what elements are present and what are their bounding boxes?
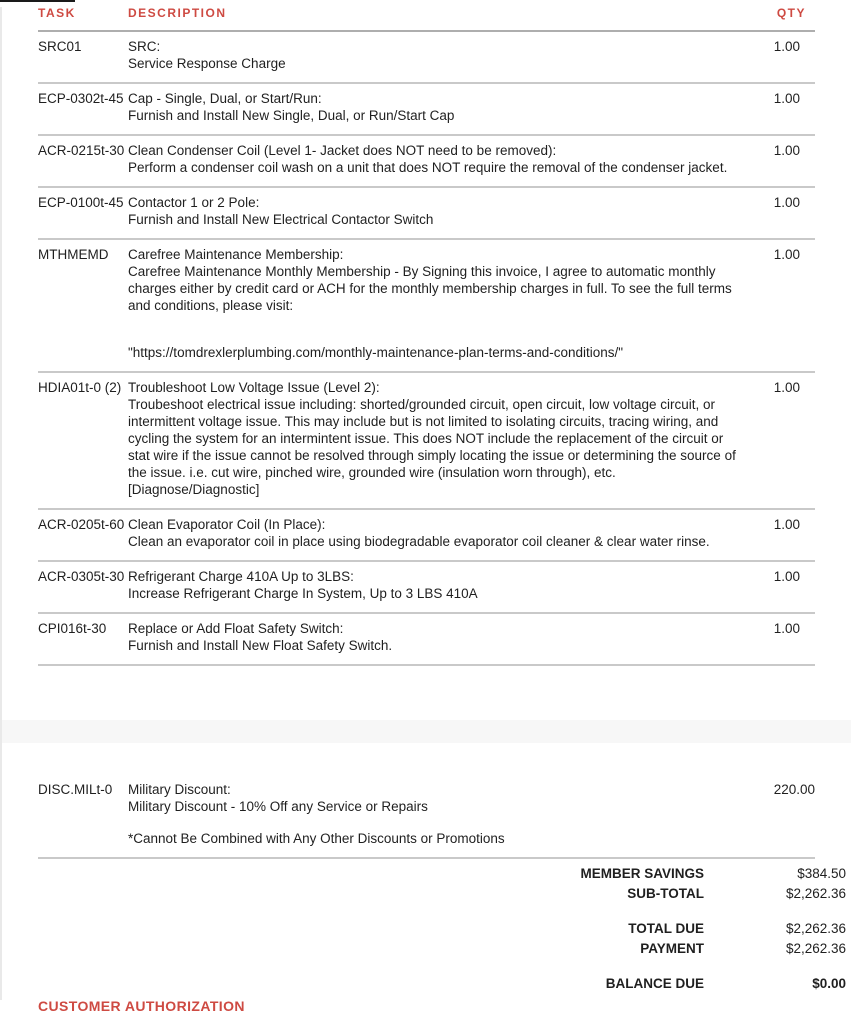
task-code: ECP-0100t-45 — [38, 195, 124, 210]
total-label: MEMBER SAVINGS — [580, 866, 704, 881]
column-header-description: DESCRIPTION — [128, 6, 227, 20]
item-description-line — [128, 815, 740, 830]
item-description — [128, 568, 750, 602]
table-row — [38, 510, 815, 562]
item-title: Cap - Single, Dual, or Start/Run: — [128, 91, 322, 106]
item-description — [128, 379, 750, 498]
total-value: $2,262.36 — [785, 921, 846, 936]
item-qty: 1.00 — [773, 517, 800, 532]
discount-table — [38, 781, 815, 859]
item-title: Refrigerant Charge 410A Up to 3LBS: — [128, 569, 354, 584]
total-label: PAYMENT — [640, 941, 704, 956]
total-value: $0.00 — [812, 976, 846, 991]
invoice-content — [38, 0, 815, 666]
total-label: BALANCE DUE — [605, 976, 704, 991]
task-code: CPI016t-30 — [38, 621, 107, 636]
item-qty: 1.00 — [773, 91, 800, 106]
item-description — [128, 90, 750, 124]
item-qty: 1.00 — [773, 621, 800, 636]
item-description-line: Troubeshoot electrical issue including: shorted/grounded circuit, open circuit, low voltage circuit, or intermittent voltage issue. This may include but is not limited to isolating circuits, tracing wiring, and cycling the system for an intermintent issue. This does NOT include the replacement of the circuit or stat wire if the issue cannot be resolved through simply locating the issue or determining the source of the issue. i.e. cut wire, pinched wire, grounded wire (insulation worn through), etc. [Diagnose/Diagnostic] — [128, 397, 736, 497]
item-description-line: Military Discount - 10% Off any Service or Repairs — [128, 799, 428, 814]
item-qty: 1.00 — [773, 143, 800, 158]
item-title: Replace or Add Float Safety Switch: — [128, 621, 344, 636]
table-row — [38, 373, 815, 510]
item-title: Carefree Maintenance Membership: — [128, 247, 344, 262]
task-code: ACR-0305t-30 — [38, 569, 125, 584]
section-divider-band — [0, 720, 851, 743]
item-description — [128, 620, 750, 654]
item-description-line: Perform a condenser coil wash on a unit that does NOT require the removal of the condenser jacket. — [128, 160, 728, 175]
total-row — [38, 939, 846, 959]
total-value: $384.50 — [797, 866, 846, 881]
page-left-edge-line — [0, 7, 2, 1000]
table-row — [38, 781, 815, 859]
total-value: $2,262.36 — [785, 886, 846, 901]
item-title: Clean Evaporator Coil (In Place): — [128, 517, 326, 532]
page-top-tick — [0, 0, 75, 2]
item-title: Contactor 1 or 2 Pole: — [128, 195, 260, 210]
table-row — [38, 84, 815, 136]
item-description-line: Increase Refrigerant Charge In System, Up to 3 LBS 410A — [128, 586, 478, 601]
total-label: SUB-TOTAL — [627, 886, 704, 901]
item-description — [128, 781, 750, 847]
item-description-line: Clean an evaporator coil in place using biodegradable evaporator coil cleaner & clear water rinse. — [128, 534, 710, 549]
item-qty: 1.00 — [773, 39, 800, 54]
total-row — [38, 864, 846, 884]
total-label: TOTAL DUE — [628, 921, 704, 936]
table-row — [38, 136, 815, 188]
item-description — [128, 38, 750, 72]
totals-section — [38, 864, 846, 994]
table-row — [38, 32, 815, 84]
item-description — [128, 516, 750, 550]
item-description-line: Furnish and Install New Electrical Contactor Switch — [128, 212, 434, 227]
table-row — [38, 240, 815, 373]
item-title: SRC: — [128, 39, 161, 54]
total-row — [38, 884, 846, 904]
item-title: Clean Condenser Coil (Level 1- Jacket does NOT need to be removed): — [128, 143, 557, 158]
item-qty: 1.00 — [773, 380, 800, 395]
item-description-line: Furnish and Install New Float Safety Switch. — [128, 638, 393, 653]
item-qty: 220.00 — [773, 782, 815, 797]
item-qty: 1.00 — [773, 195, 800, 210]
task-code: HDIA01t-0 (2) — [38, 380, 122, 395]
item-description — [128, 142, 750, 176]
discount-section — [38, 781, 815, 859]
item-description-line: *Cannot Be Combined with Any Other Discounts or Promotions — [128, 831, 505, 846]
item-title: Military Discount: — [128, 782, 231, 797]
item-qty: 1.00 — [773, 247, 800, 262]
item-qty: 1.00 — [773, 569, 800, 584]
task-code: SRC01 — [38, 39, 82, 54]
task-code: ACR-0205t-60 — [38, 517, 125, 532]
total-row — [38, 919, 846, 939]
item-description-line — [128, 314, 740, 329]
column-header-task: TASK — [38, 6, 76, 20]
task-code: DISC.MILt-0 — [38, 782, 113, 797]
item-description-line: "https://tomdrexlerplumbing.com/monthly-maintenance-plan-terms-and-conditions/" — [128, 345, 624, 360]
item-description-line — [128, 329, 740, 344]
item-description-line: Furnish and Install New Single, Dual, or Run/Start Cap — [128, 108, 455, 123]
task-code: ACR-0215t-30 — [38, 143, 125, 158]
line-items-table — [38, 32, 815, 666]
table-row — [38, 188, 815, 240]
total-row — [38, 974, 846, 994]
task-code: MTHMEMD — [38, 247, 109, 262]
item-description-line: Service Response Charge — [128, 56, 286, 71]
total-value: $2,262.36 — [785, 941, 846, 956]
item-title: Troubleshoot Low Voltage Issue (Level 2): — [128, 380, 380, 395]
item-description — [128, 246, 750, 361]
item-description-line: Carefree Maintenance Monthly Membership - By Signing this invoice, I agree to automatic monthly charges either by credit card or ACH for the monthly membership charges in full. To see the full terms and conditions, please visit: — [128, 264, 732, 313]
task-code: ECP-0302t-45 — [38, 91, 124, 106]
column-header-qty: QTY — [776, 6, 806, 20]
customer-authorization-heading: CUSTOMER AUTHORIZATION — [38, 998, 245, 1014]
line-items-header — [38, 0, 815, 32]
table-row — [38, 614, 815, 666]
item-description — [128, 194, 750, 228]
table-row — [38, 562, 815, 614]
